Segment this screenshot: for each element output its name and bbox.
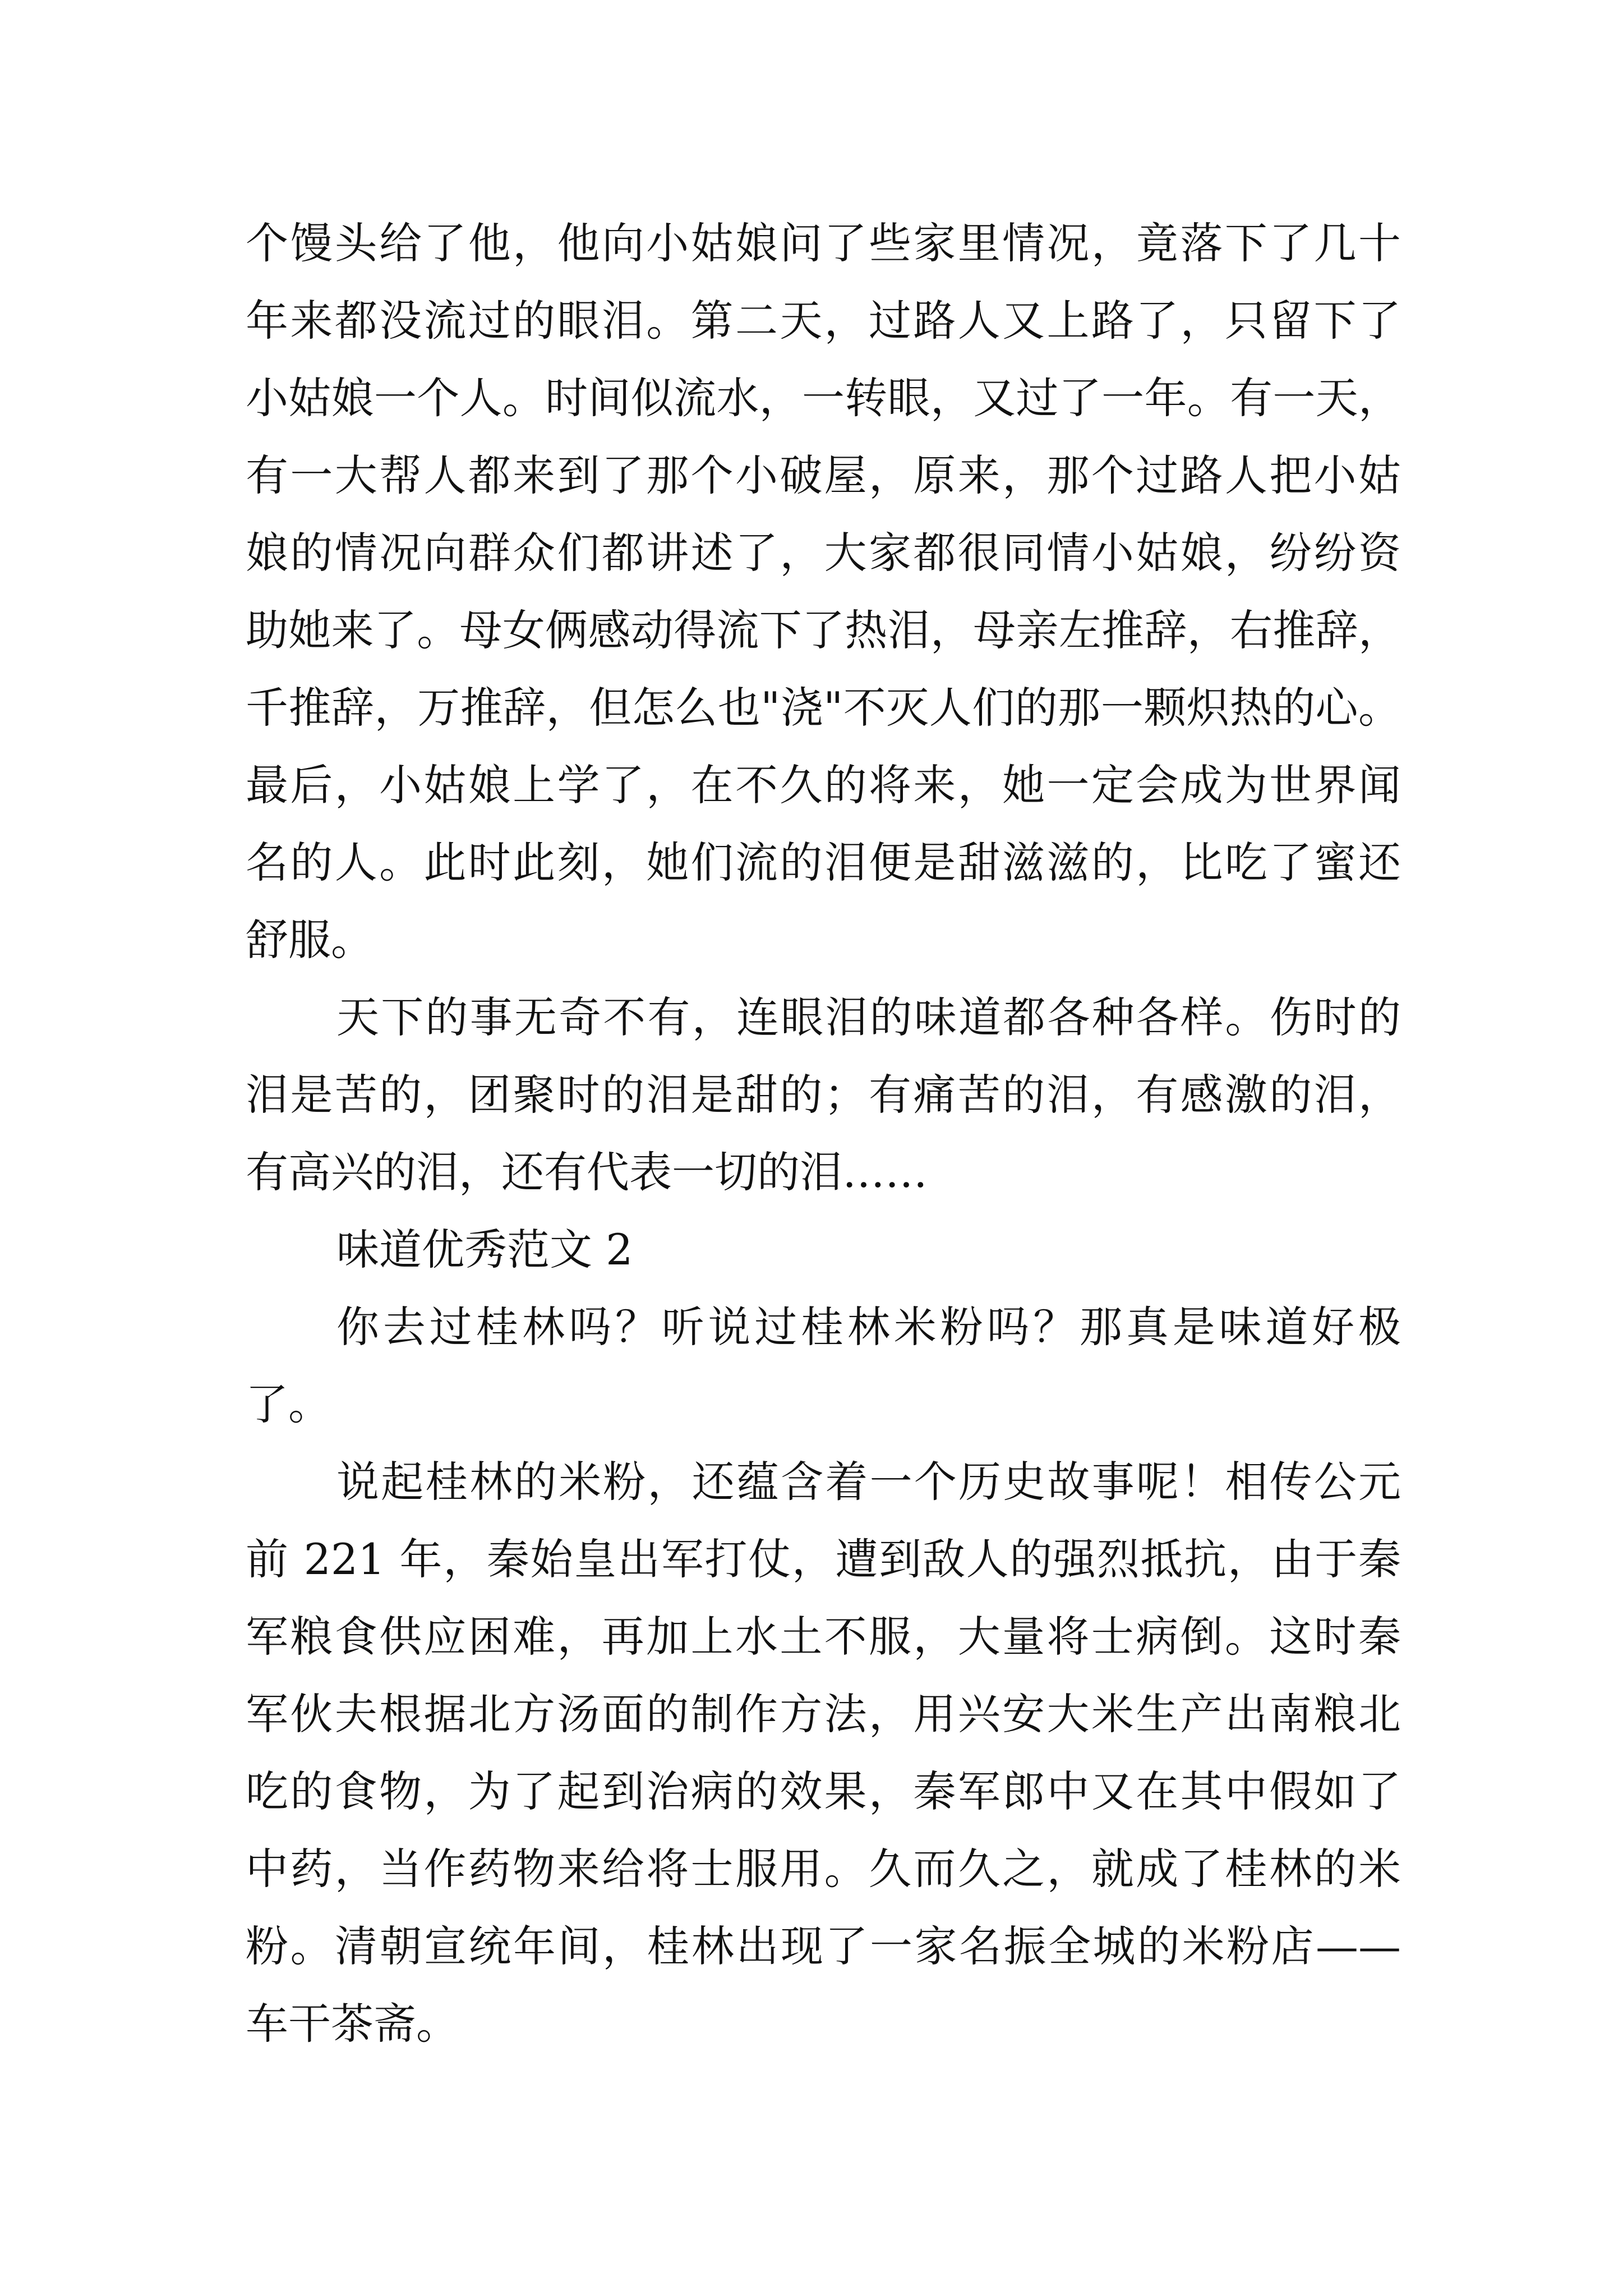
text-line: 中药，当作药物来给将士服用。久而久之，就成了桂林的米 [246, 1844, 1401, 1894]
text-line: 舒服。 [246, 915, 374, 965]
text-line: 车干茶斋。 [246, 1999, 459, 2049]
text-line: 军粮食供应困难，再加上水土不服，大量将士病倒。这时秦 [246, 1612, 1401, 1662]
text-line: 年来都没流过的眼泪。第二天，过路人又上路了，只留下了 [246, 296, 1401, 346]
text-line: 个馒头给了他，他向小姑娘问了些家里情况，竟落下了几十 [246, 218, 1401, 268]
text-line: 名的人。此时此刻，她们流的泪便是甜滋滋的，比吃了蜜还 [246, 838, 1401, 887]
text-line: 说起桂林的米粉，还蕴含着一个历史故事呢！相传公元 [336, 1457, 1401, 1507]
text-line: 娘的情况向群众们都讲述了，大家都很同情小姑娘，纷纷资 [246, 528, 1401, 578]
text-line: 助她来了。母女俩感动得流下了热泪，母亲左推辞，右推辞， [246, 605, 1401, 655]
section-heading: 味道优秀范文 2 [336, 1225, 633, 1274]
text-line: 千推辞，万推辞，但怎么也"浇"不灭人们的那一颗炽热的心。 [246, 683, 1401, 733]
text-line: 了。 [246, 1379, 331, 1429]
text-line: 前 221 年，秦始皇出军打仗，遭到敌人的强烈抵抗，由于秦 [246, 1534, 1401, 1584]
text-line: 军伙夫根据北方汤面的制作方法，用兴安大米生产出南粮北 [246, 1689, 1401, 1739]
text-line: 粉。清朝宣统年间，桂林出现了一家名振全城的米粉店—— [246, 1921, 1401, 1971]
text-line: 泪是苦的，团聚时的泪是甜的；有痛苦的泪，有感激的泪， [246, 1070, 1401, 1120]
text-line: 你去过桂林吗？听说过桂林米粉吗？那真是味道好极 [336, 1302, 1401, 1352]
text-line: 小姑娘一个人。时间似流水，一转眼，又过了一年。有一天， [246, 373, 1401, 423]
text-line: 吃的食物，为了起到治病的效果，秦军郎中又在其中假如了 [246, 1766, 1401, 1816]
text-line: 最后，小姑娘上学了，在不久的将来，她一定会成为世界闻 [246, 760, 1401, 810]
text-line: 有高兴的泪，还有代表一切的泪…… [246, 1147, 928, 1197]
text-line: 有一大帮人都来到了那个小破屋，原来，那个过路人把小姑 [246, 450, 1401, 500]
text-line: 天下的事无奇不有，连眼泪的味道都各种各样。伤时的 [336, 992, 1401, 1042]
